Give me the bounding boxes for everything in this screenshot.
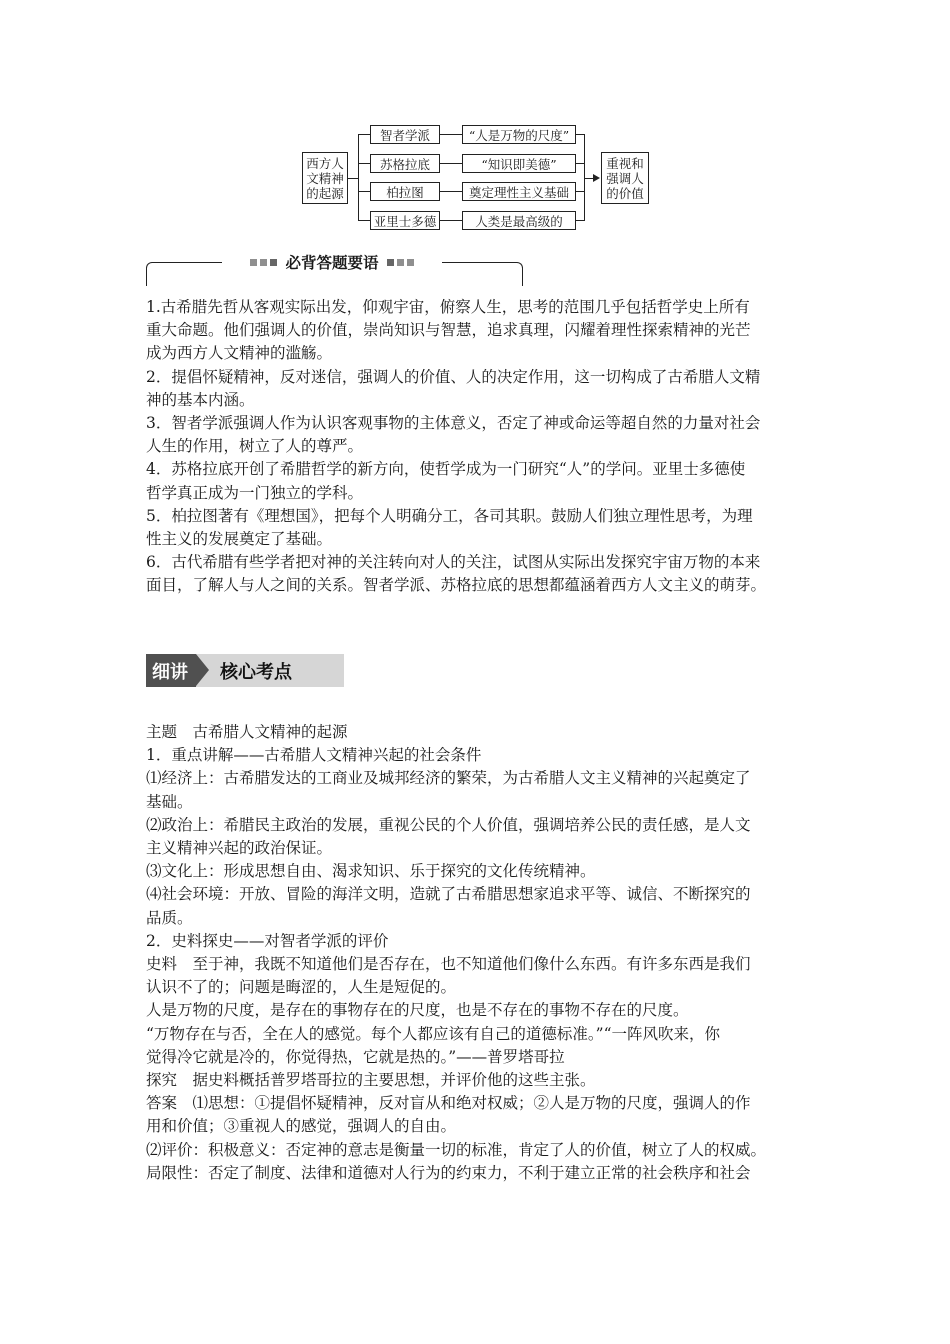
- connector: [576, 220, 584, 221]
- text-line: 基础。: [146, 792, 193, 811]
- text-line: ⑶文化上：形成思想自由、渴求知识、乐于探究的文化传统精神。: [146, 862, 596, 881]
- text-line: 用和价值；③重视人的感觉，强调人的自由。: [146, 1117, 457, 1136]
- diagram-idea-box: “人是万物的尺度”: [462, 125, 576, 144]
- diagram-result-line: 强调人: [606, 170, 644, 186]
- diagram-person-box: 智者学派: [370, 125, 440, 144]
- diagram-root-box: [302, 152, 348, 204]
- connector: [358, 191, 370, 192]
- text-line: 史料 至于神，我既不知道他们是否存在，也不知道他们像什么东西。有许多东西是我们: [146, 955, 751, 974]
- text-line: 人生的作用，树立了人的尊严。: [146, 437, 364, 456]
- text-line: 认识不了的；问题是晦涩的，人生是短促的。: [146, 978, 457, 997]
- section-header: [222, 250, 442, 274]
- connector: [576, 163, 584, 164]
- decor-squares-icon: [250, 259, 277, 266]
- text-line: 成为西方人文精神的滥觞。: [146, 344, 333, 363]
- connector: [440, 191, 462, 192]
- text-line: 1.古希腊先哲从客观实际出发，仰观宇宙，俯察人生，思考的范围几乎包括哲学史上所有: [146, 298, 750, 316]
- diagram-idea-box: “知识即美德”: [462, 154, 576, 173]
- text-line: 3．智者学派强调人作为认识客观事物的主体意义，否定了神或命运等超自然的力量对社会: [146, 414, 761, 433]
- diagram-person-box: 亚里士多德: [370, 211, 440, 230]
- text-line: 人是万物的尺度，是存在的事物存在的尺度，也是不存在的事物不存在的尺度。: [146, 1001, 689, 1020]
- text-line: ⑷社会环境：开放、冒险的海洋文明，造就了古希腊思想家追求平等、诚信、不断探究的: [146, 885, 751, 904]
- connector: [576, 134, 584, 135]
- section-banner: [146, 654, 344, 687]
- diagram-result-box: [601, 152, 649, 204]
- text-line: 神的基本内涵。: [146, 390, 255, 409]
- text-line: “万物存在与否，全在人的感觉。每个人都应该有自己的道德标准。”“一阵风吹来，你: [146, 1024, 721, 1043]
- text-line: 4．苏格拉底开创了希腊哲学的新方向，使哲学成为一门研究“人”的学问。亚里士多德使: [146, 460, 746, 479]
- text-line: 重大命题。他们强调人的价值，崇尚知识与智慧，追求真理，闪耀着理性探索精神的光芒: [146, 321, 751, 340]
- text-line: 觉得冷它就是冷的，你觉得热，它就是热的。”——普罗塔哥拉: [146, 1047, 565, 1066]
- diagram-person-box: 柏拉图: [370, 182, 440, 201]
- text-line: 性主义的发展奠定了基础。: [146, 530, 333, 549]
- text-line: 品质。: [146, 908, 193, 927]
- text-line: 主题 古希腊人文精神的起源: [146, 723, 348, 741]
- diagram-result-line: 重视和: [606, 155, 644, 171]
- text-line: 探究 据史料概括普罗塔哥拉的主要思想，并评价他的这些主张。: [146, 1071, 596, 1090]
- connector: [358, 163, 370, 164]
- text-line: 答案 ⑴思想：①提倡怀疑精神，反对盲从和绝对权威；②人是万物的尺度，强调人的作: [146, 1094, 751, 1113]
- connector: [358, 134, 359, 221]
- text-line: 6．古代希腊有些学者把对神的关注转向对人的关注，试图从实际出发探究宇宙万物的本来: [146, 553, 761, 572]
- decor-squares-icon: [387, 259, 414, 266]
- text-line: ⑵评价：积极意义：否定神的意志是衡量一切的标准，肯定了人的价值，树立了人的权威。: [146, 1140, 767, 1159]
- text-line: 1．重点讲解——古希腊人文精神兴起的社会条件: [146, 746, 482, 765]
- connector: [440, 220, 462, 221]
- diagram-root-line: 的起源: [306, 185, 344, 201]
- connector: [358, 220, 370, 221]
- banner-left-label: 细讲: [146, 654, 196, 687]
- diagram-person-box: 苏格拉底: [370, 154, 440, 173]
- text-line: ⑴经济上：古希腊发达的工商业及城邦经济的繁荣，为古希腊人文主义精神的兴起奠定了: [146, 769, 751, 788]
- connector: [440, 134, 462, 135]
- text-line: 面目，了解人与人之间的关系。智者学派、苏格拉底的思想都蕴涵着西方人文主义的萌芽。: [146, 576, 767, 595]
- text-line: 2．史料探史——对智者学派的评价: [146, 931, 389, 950]
- must-remember-text: [146, 296, 816, 598]
- arrow-icon: [593, 174, 600, 182]
- connector: [358, 134, 370, 135]
- text-line: 局限性：否定了制度、法律和道德对人行为的约束力，不利于建立正常的社会秩序和社会: [146, 1163, 751, 1182]
- text-line: 5．柏拉图著有《理想国》，把每个人明确分工，各司其职。鼓励人们独立理性思考，为理: [146, 506, 753, 525]
- diagram-result-line: 的价值: [606, 185, 644, 201]
- connector: [576, 191, 584, 192]
- diagram-idea-box: 人类是最高级的: [462, 211, 576, 230]
- connector: [348, 178, 358, 179]
- core-points-text: [146, 721, 816, 1185]
- connector: [440, 163, 462, 164]
- diagram-idea-box: 奠定理性主义基础: [462, 182, 576, 201]
- diagram-root-line: 文精神: [306, 170, 344, 186]
- diagram-root-line: 西方人: [306, 155, 344, 171]
- banner-right-label: 核心考点: [220, 661, 292, 683]
- text-line: 哲学真正成为一门独立的学科。: [146, 483, 364, 502]
- text-line: ⑵政治上：希腊民主政治的发展，重视公民的个人价值，强调培养公民的责任感，是人文: [146, 815, 751, 834]
- text-line: 主义精神兴起的政治保证。: [146, 839, 333, 858]
- section-title: 必背答题要语: [285, 254, 379, 272]
- text-line: 2．提倡怀疑精神，反对迷信，强调人的价值、人的决定作用，这一切构成了古希腊人文精: [146, 367, 761, 386]
